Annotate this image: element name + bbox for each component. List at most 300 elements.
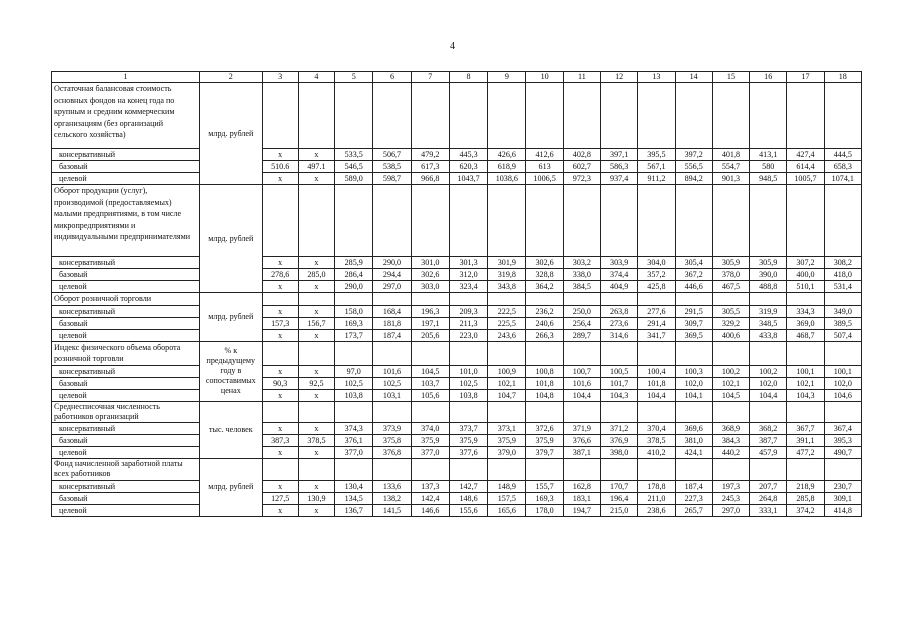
empty-cell [824,401,861,422]
value-cell: 215,0 [601,504,638,516]
value-cell: 302,6 [526,257,563,269]
scenario-label: целевой [52,329,200,341]
value-cell: 371,2 [601,422,638,434]
empty-cell [824,185,861,257]
value-cell: 602,7 [563,161,600,173]
value-cell: 178,0 [526,504,563,516]
value-cell: x [262,504,298,516]
value-cell: 170,7 [601,480,638,492]
value-cell: 390,0 [750,269,787,281]
empty-cell [675,401,712,422]
empty-cell [411,341,449,365]
value-cell: x [298,305,334,317]
value-cell: 230,7 [824,480,861,492]
empty-cell [787,185,824,257]
value-cell: 580 [750,161,787,173]
empty-cell [373,458,411,480]
column-number: 4 [298,72,334,83]
scenario-label: консервативный [52,422,200,434]
value-cell: 427,4 [787,149,824,161]
scenario-label: консервативный [52,149,200,161]
value-cell: 194,7 [563,504,600,516]
empty-cell [638,83,675,149]
empty-cell [411,83,449,149]
value-cell: 617,3 [411,161,449,173]
value-cell: x [262,149,298,161]
indicator-row [52,185,862,257]
empty-cell [638,401,675,422]
value-cell: 165,6 [488,504,526,516]
value-cell: 297,0 [373,281,411,293]
value-cell: 245,3 [712,492,749,504]
value-cell: x [298,329,334,341]
value-cell: 103,1 [373,389,411,401]
value-cell: 556,5 [675,161,712,173]
empty-cell [411,185,449,257]
value-cell: x [262,446,298,458]
column-number: 17 [787,72,824,83]
value-cell: 155,7 [526,480,563,492]
value-cell: 289,7 [563,329,600,341]
value-cell: 510.6 [262,161,298,173]
value-cell: 567,1 [638,161,675,173]
scenario-row [52,305,862,317]
value-cell: 533,5 [335,149,373,161]
scenario-row [52,389,862,401]
indicator-name: Оборот продукции (услуг), производимой (предоставляемых) малыми предприятиями, в том числе микропредприятиями и индивидуальными предпринимателями [52,185,200,257]
empty-cell [449,83,487,149]
scenario-row [52,480,862,492]
empty-cell [712,458,749,480]
value-cell: 158,0 [335,305,373,317]
empty-cell [262,341,298,365]
value-cell: 101,7 [601,377,638,389]
value-cell: 309,1 [824,492,861,504]
value-cell: 265,7 [675,504,712,516]
scenario-row [52,329,862,341]
value-cell: x [298,504,334,516]
empty-cell [563,83,600,149]
scenario-label: целевой [52,504,200,516]
value-cell: x [262,480,298,492]
value-cell: 134,5 [335,492,373,504]
empty-cell [750,185,787,257]
empty-cell [824,458,861,480]
empty-cell [373,401,411,422]
value-cell: 369,6 [675,422,712,434]
indicator-row [52,341,862,365]
value-cell: 546,5 [335,161,373,173]
value-cell: 103,8 [335,389,373,401]
value-cell: 104,7 [488,389,526,401]
column-number: 13 [638,72,675,83]
value-cell: 497.1 [298,161,334,173]
value-cell: 240,6 [526,317,563,329]
value-cell: 187,4 [373,329,411,341]
value-cell: 378,5 [298,434,334,446]
value-cell: x [298,281,334,293]
value-cell: 357,2 [638,269,675,281]
value-cell: 349,0 [824,305,861,317]
value-cell: 104,8 [526,389,563,401]
value-cell: 291,4 [638,317,675,329]
value-cell: 197,1 [411,317,449,329]
value-cell: 256,4 [563,317,600,329]
scenario-row [52,173,862,185]
empty-cell [824,341,861,365]
value-cell: 1038,6 [488,173,526,185]
empty-cell [824,293,861,306]
scenario-label: базовый [52,492,200,504]
value-cell: 104,4 [750,389,787,401]
empty-cell [787,458,824,480]
empty-cell [526,83,563,149]
empty-cell [675,185,712,257]
empty-cell [298,401,334,422]
empty-cell [601,341,638,365]
empty-cell [298,341,334,365]
value-cell: 370,4 [638,422,675,434]
value-cell: 374,0 [411,422,449,434]
value-cell: 308,2 [824,257,861,269]
value-cell: 136,7 [335,504,373,516]
empty-cell [488,293,526,306]
indicator-name: Остаточная балансовая стоимость основных фондов на конец года по крупным и средним коммерческим организациям (без организаций сельского хозяйства) [52,83,200,149]
value-cell: 445,3 [449,149,487,161]
value-cell: 303,2 [563,257,600,269]
empty-cell [601,458,638,480]
value-cell: 506,7 [373,149,411,161]
value-cell: 379,7 [526,446,563,458]
value-cell: 440,2 [712,446,749,458]
value-cell: 341,7 [638,329,675,341]
value-cell: 100,2 [750,365,787,377]
value-cell: 305,5 [712,305,749,317]
value-cell: 211,3 [449,317,487,329]
value-cell: 391,1 [787,434,824,446]
column-number: 9 [488,72,526,83]
empty-cell [449,293,487,306]
value-cell: 157,5 [488,492,526,504]
empty-cell [601,185,638,257]
value-cell: x [298,257,334,269]
empty-cell [638,458,675,480]
scenario-label: целевой [52,446,200,458]
empty-cell [335,341,373,365]
value-cell: 100,9 [488,365,526,377]
value-cell: 614,4 [787,161,824,173]
value-cell: 446,6 [675,281,712,293]
empty-cell [335,458,373,480]
empty-cell [373,83,411,149]
empty-cell [750,341,787,365]
value-cell: 102,1 [787,377,824,389]
value-cell: 948,5 [750,173,787,185]
unit-cell: млрд. рублей [200,185,262,293]
scenario-label: базовый [52,434,200,446]
value-cell: 222,5 [488,305,526,317]
column-number: 12 [601,72,638,83]
column-number: 14 [675,72,712,83]
value-cell: 894,2 [675,173,712,185]
value-cell: 302,6 [411,269,449,281]
value-cell: 379,0 [488,446,526,458]
value-cell: 102,0 [675,377,712,389]
value-cell: 92,5 [298,377,334,389]
value-cell: 101,0 [449,365,487,377]
column-number: 16 [750,72,787,83]
empty-cell [750,293,787,306]
value-cell: 102,5 [449,377,487,389]
column-number: 15 [712,72,749,83]
value-cell: 294,4 [373,269,411,281]
column-number: 18 [824,72,861,83]
value-cell: 334,3 [787,305,824,317]
empty-cell [601,401,638,422]
value-cell: 162,8 [563,480,600,492]
empty-cell [601,83,638,149]
column-number: 3 [262,72,298,83]
scenario-row [52,161,862,173]
value-cell: x [298,365,334,377]
value-cell: x [298,422,334,434]
value-cell: 104,3 [787,389,824,401]
value-cell: 937,4 [601,173,638,185]
value-cell: 278,6 [262,269,298,281]
value-cell: x [262,257,298,269]
value-cell: 104,4 [563,389,600,401]
empty-cell [601,293,638,306]
value-cell: 130,9 [298,492,334,504]
value-cell: 488,8 [750,281,787,293]
value-cell: 305,9 [750,257,787,269]
scenario-row [52,149,862,161]
empty-cell [335,83,373,149]
column-number: 1 [52,72,200,83]
value-cell: 141,5 [373,504,411,516]
empty-cell [526,401,563,422]
value-cell: 104,4 [638,389,675,401]
value-cell: 101,6 [373,365,411,377]
value-cell: 130,4 [335,480,373,492]
value-cell: 285,9 [335,257,373,269]
value-cell: 1006,5 [526,173,563,185]
value-cell: 104,5 [712,389,749,401]
value-cell: 372,6 [526,422,563,434]
value-cell: 297,0 [712,504,749,516]
value-cell: 97,0 [335,365,373,377]
value-cell: 376,1 [335,434,373,446]
value-cell: 137,3 [411,480,449,492]
indicator-name: Среднесписочная численность работников организаций [52,401,200,422]
scenario-row [52,377,862,389]
value-cell: 105,6 [411,389,449,401]
scenario-row [52,434,862,446]
value-cell: 348,5 [750,317,787,329]
value-cell: 972,3 [563,173,600,185]
value-cell: x [262,173,298,185]
empty-cell [449,185,487,257]
value-cell: 329,2 [712,317,749,329]
value-cell: 371,9 [563,422,600,434]
value-cell: x [262,365,298,377]
value-cell: 538,5 [373,161,411,173]
empty-cell [488,401,526,422]
empty-cell [488,458,526,480]
value-cell: 375,9 [488,434,526,446]
value-cell: x [298,173,334,185]
value-cell: 375,9 [411,434,449,446]
scenario-row [52,281,862,293]
value-cell: 173,7 [335,329,373,341]
value-cell: 374,3 [335,422,373,434]
scenario-row [52,365,862,377]
value-cell: 102,5 [335,377,373,389]
value-cell: 444,5 [824,149,861,161]
value-cell: 263,8 [601,305,638,317]
value-cell: 367,7 [787,422,824,434]
empty-cell [563,293,600,306]
value-cell: 305,9 [712,257,749,269]
value-cell: 319,8 [488,269,526,281]
value-cell: 333,1 [750,504,787,516]
scenario-label: целевой [52,389,200,401]
empty-cell [675,458,712,480]
value-cell: 404,9 [601,281,638,293]
empty-cell [750,401,787,422]
value-cell: 291,5 [675,305,712,317]
value-cell: 374,2 [787,504,824,516]
value-cell: 102,1 [712,377,749,389]
value-cell: 368,2 [750,422,787,434]
value-cell: 613 [526,161,563,173]
value-cell: 398,0 [601,446,638,458]
scenario-label: базовый [52,161,200,173]
column-number: 7 [411,72,449,83]
column-number: 6 [373,72,411,83]
empty-cell [411,458,449,480]
indicator-row [52,83,862,149]
column-number: 5 [335,72,373,83]
value-cell: 424,1 [675,446,712,458]
value-cell: 209,3 [449,305,487,317]
value-cell: 169,3 [335,317,373,329]
value-cell: 467,5 [712,281,749,293]
value-cell: 309,7 [675,317,712,329]
value-cell: 303,0 [411,281,449,293]
empty-cell [787,293,824,306]
value-cell: 1043,7 [449,173,487,185]
value-cell: 243,6 [488,329,526,341]
value-cell: 100,4 [638,365,675,377]
value-cell: 374,4 [601,269,638,281]
value-cell: 303,9 [601,257,638,269]
value-cell: 384,3 [712,434,749,446]
value-cell: 507,4 [824,329,861,341]
value-cell: x [262,305,298,317]
value-cell: 238,6 [638,504,675,516]
value-cell: 378,0 [712,269,749,281]
indicator-name: Индекс физического объема оборота розничной торговли [52,341,200,365]
value-cell: 104,6 [824,389,861,401]
value-cell: 314,6 [601,329,638,341]
column-number-row [52,72,862,83]
value-cell: 146,6 [411,504,449,516]
value-cell: 142,4 [411,492,449,504]
empty-cell [449,341,487,365]
value-cell: 901,3 [712,173,749,185]
value-cell: 187,4 [675,480,712,492]
value-cell: 157,3 [262,317,298,329]
scenario-row [52,422,862,434]
scenario-row [52,446,862,458]
empty-cell [787,83,824,149]
value-cell: 196,4 [601,492,638,504]
value-cell: 100,7 [563,365,600,377]
value-cell: 102,1 [488,377,526,389]
scenario-row [52,492,862,504]
scenario-label: консервативный [52,305,200,317]
value-cell: 373,1 [488,422,526,434]
empty-cell [750,458,787,480]
empty-cell [750,83,787,149]
value-cell: 377,0 [411,446,449,458]
value-cell: 457,9 [750,446,787,458]
value-cell: 426,6 [488,149,526,161]
empty-cell [262,185,298,257]
value-cell: 104,1 [675,389,712,401]
value-cell: 377,0 [335,446,373,458]
value-cell: 554,7 [712,161,749,173]
column-number: 8 [449,72,487,83]
value-cell: 169,3 [526,492,563,504]
page-number: 4 [450,41,455,52]
value-cell: x [262,389,298,401]
value-cell: 290,0 [335,281,373,293]
value-cell: 183,1 [563,492,600,504]
scenario-row [52,257,862,269]
value-cell: 395,3 [824,434,861,446]
value-cell: 377,6 [449,446,487,458]
empty-cell [712,83,749,149]
column-number: 10 [526,72,563,83]
value-cell: 375,9 [526,434,563,446]
empty-cell [638,341,675,365]
value-cell: 410,2 [638,446,675,458]
value-cell: 307,2 [787,257,824,269]
value-cell: 100,8 [526,365,563,377]
column-number: 2 [200,72,262,83]
value-cell: 1074,1 [824,173,861,185]
empty-cell [488,83,526,149]
value-cell: 369,0 [787,317,824,329]
empty-cell [449,401,487,422]
value-cell: 368,9 [712,422,749,434]
value-cell: 103,7 [411,377,449,389]
scenario-label: базовый [52,269,200,281]
value-cell: 376,8 [373,446,411,458]
empty-cell [526,341,563,365]
value-cell: 285,0 [298,269,334,281]
value-cell: 304,0 [638,257,675,269]
value-cell: 285,8 [787,492,824,504]
empty-cell [563,401,600,422]
empty-cell [373,293,411,306]
value-cell: 510,1 [787,281,824,293]
value-cell: 490,7 [824,446,861,458]
value-cell: 101,8 [526,377,563,389]
value-cell: 218,9 [787,480,824,492]
